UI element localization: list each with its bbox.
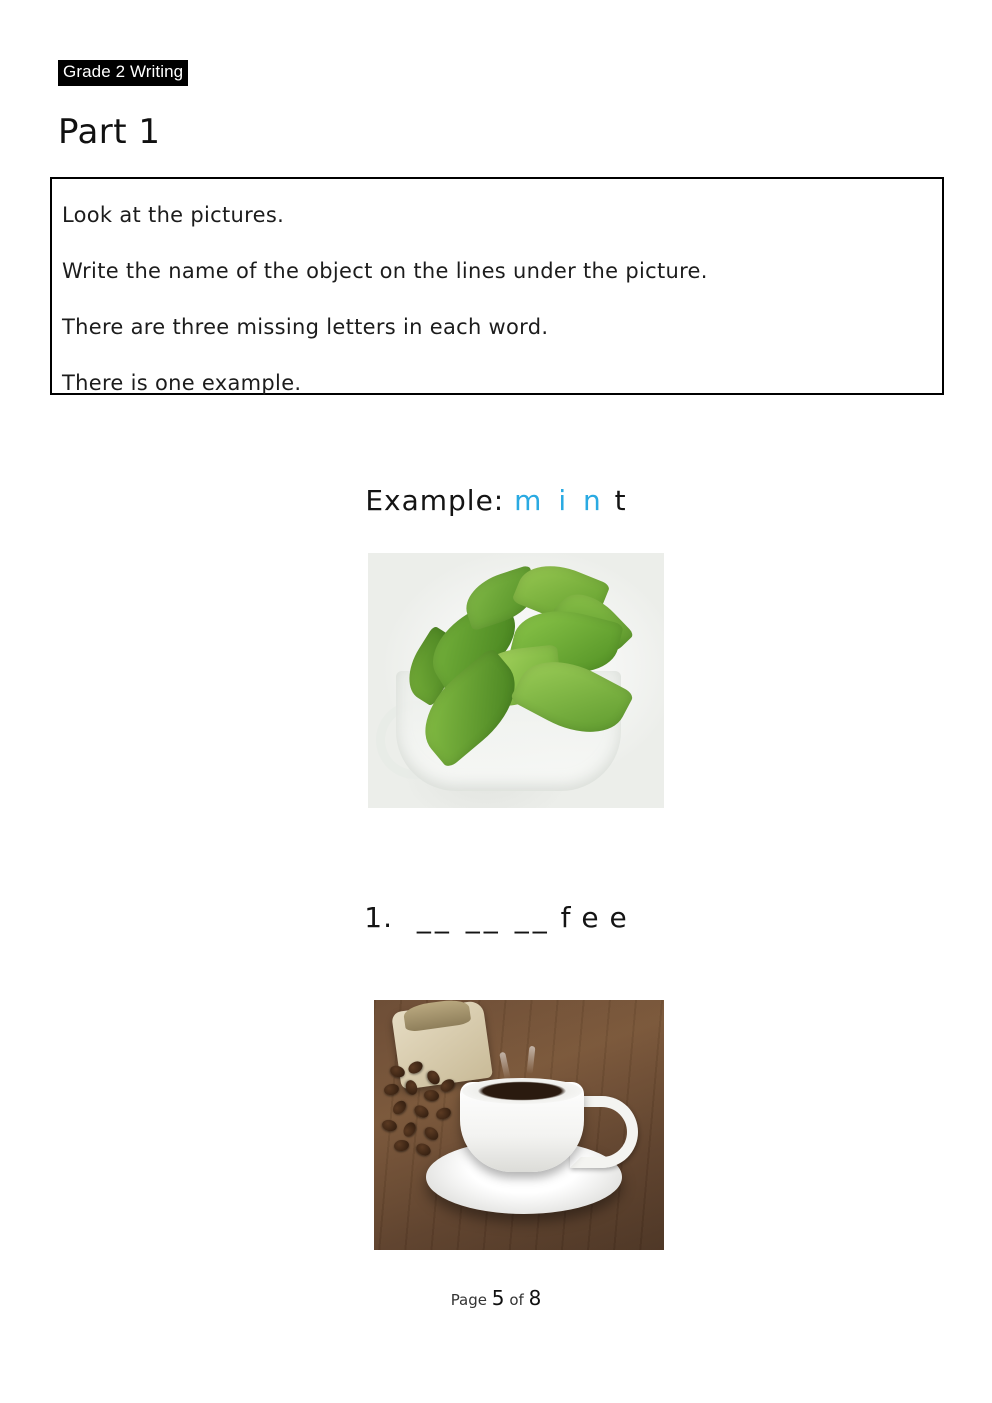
page-footer bbox=[0, 1286, 992, 1310]
coffee-surface bbox=[462, 1078, 582, 1104]
example-item bbox=[0, 483, 992, 519]
question-1-blanks[interactable]: __ __ __ bbox=[416, 901, 551, 934]
question-1-word-label bbox=[0, 900, 992, 936]
example-remaining-letters: t bbox=[614, 484, 627, 517]
footer-page-prefix: Page bbox=[450, 1291, 488, 1309]
question-1-item bbox=[0, 900, 992, 936]
example-word-label bbox=[0, 483, 992, 519]
document-tag: Grade 2 Writing bbox=[58, 60, 188, 86]
instruction-line-3: There are three missing letters in each word. bbox=[62, 315, 549, 339]
instruction-line-4: There is one example. bbox=[62, 371, 302, 395]
footer-of-label: of bbox=[509, 1291, 524, 1309]
coffee-cup-photo bbox=[374, 1000, 664, 1250]
instructions-box bbox=[50, 177, 944, 395]
instructions-list bbox=[62, 187, 932, 411]
question-1-number: 1. bbox=[364, 901, 393, 934]
example-prefix: Example: bbox=[365, 484, 505, 517]
mint-leaves-photo bbox=[368, 553, 664, 808]
footer-total-pages: 8 bbox=[528, 1286, 542, 1310]
instruction-line-1: Look at the pictures. bbox=[62, 203, 285, 227]
question-1-remaining-letters: f e e bbox=[560, 901, 628, 934]
example-answer-letters: m i n bbox=[514, 484, 605, 517]
page-title: Part 1 bbox=[58, 112, 161, 152]
footer-current-page: 5 bbox=[491, 1286, 505, 1310]
instruction-line-2: Write the name of the object on the lines under the picture. bbox=[62, 259, 708, 283]
